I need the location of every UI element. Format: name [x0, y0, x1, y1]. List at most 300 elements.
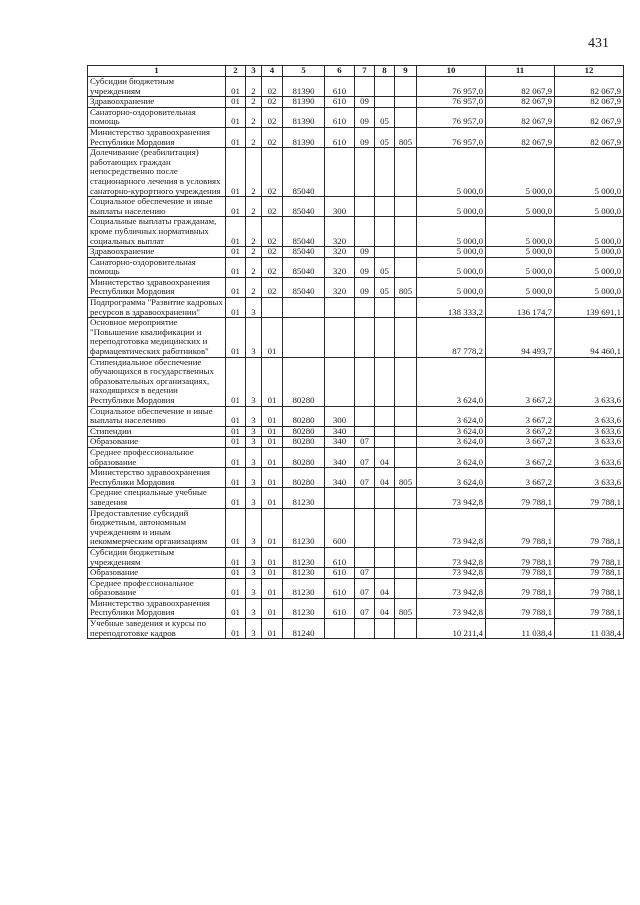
code-main-cell: 01 — [262, 508, 283, 547]
code-expense-type-cell — [325, 488, 355, 508]
item-name-cell: Стипендии — [88, 426, 226, 437]
amount-year-3-cell: 94 460,1 — [555, 318, 624, 357]
code-direction-cell: 80280 — [283, 357, 325, 406]
code-main-cell: 01 — [262, 488, 283, 508]
code-subsection-cell — [375, 619, 395, 639]
item-name-cell: Министерство здравоохранения Республики Мордовия — [88, 277, 226, 297]
code-expense-type-cell: 610 — [325, 547, 355, 567]
amount-year-3-cell: 79 788,1 — [555, 508, 624, 547]
code-sub-cell: 3 — [246, 298, 262, 318]
code-sub-cell: 3 — [246, 508, 262, 547]
code-sub-cell: 2 — [246, 197, 262, 217]
code-sub-cell: 3 — [246, 406, 262, 426]
amount-year-2-cell: 79 788,1 — [486, 598, 555, 618]
code-subsection-cell — [375, 357, 395, 406]
amount-year-1-cell: 5 000,0 — [417, 217, 486, 247]
code-expense-type-cell: 600 — [325, 508, 355, 547]
code-main-cell: 01 — [262, 568, 283, 579]
code-subsection-cell — [375, 488, 395, 508]
item-name-cell: Министерство здравоохранения Республики Мордовия — [88, 468, 226, 488]
code-direction-cell: 81390 — [283, 127, 325, 147]
amount-year-1-cell: 3 624,0 — [417, 426, 486, 437]
table-row — [88, 217, 624, 247]
code-sub-cell: 3 — [246, 468, 262, 488]
code-subsection-cell — [375, 77, 395, 97]
code-ministry-cell — [395, 107, 417, 127]
table-row — [88, 277, 624, 297]
code-gp-cell: 01 — [226, 406, 246, 426]
item-name-cell: Стипендиальное обеспечение обучающихся в государственных образовательных организациях, находящихся в ведении Республики Мордовия — [88, 357, 226, 406]
code-gp-cell: 01 — [226, 97, 246, 108]
amount-year-3-cell: 5 000,0 — [555, 277, 624, 297]
table-row — [88, 298, 624, 318]
code-direction-cell: 81230 — [283, 488, 325, 508]
column-header: 1 — [88, 66, 226, 77]
code-gp-cell: 01 — [226, 357, 246, 406]
code-ministry-cell — [395, 217, 417, 247]
amount-year-1-cell: 5 000,0 — [417, 277, 486, 297]
amount-year-3-cell: 82 067,9 — [555, 107, 624, 127]
amount-year-3-cell: 3 633,6 — [555, 468, 624, 488]
code-expense-type-cell: 320 — [325, 277, 355, 297]
code-ministry-cell — [395, 508, 417, 547]
code-gp-cell: 01 — [226, 426, 246, 437]
code-sub-cell: 2 — [246, 97, 262, 108]
column-header: 6 — [325, 66, 355, 77]
code-direction-cell: 80280 — [283, 426, 325, 437]
table-row — [88, 447, 624, 467]
code-section-cell — [355, 197, 375, 217]
amount-year-1-cell: 3 624,0 — [417, 437, 486, 448]
table-row — [88, 77, 624, 97]
code-sub-cell: 3 — [246, 488, 262, 508]
code-main-cell: 01 — [262, 406, 283, 426]
code-sub-cell: 3 — [246, 547, 262, 567]
code-sub-cell: 2 — [246, 127, 262, 147]
amount-year-2-cell: 5 000,0 — [486, 257, 555, 277]
code-ministry-cell — [395, 298, 417, 318]
amount-year-3-cell: 3 633,6 — [555, 426, 624, 437]
amount-year-1-cell: 76 957,0 — [417, 97, 486, 108]
table-body — [88, 77, 624, 639]
code-gp-cell: 01 — [226, 247, 246, 258]
code-gp-cell: 01 — [226, 578, 246, 598]
amount-year-3-cell: 3 633,6 — [555, 447, 624, 467]
code-sub-cell: 2 — [246, 217, 262, 247]
amount-year-2-cell: 5 000,0 — [486, 197, 555, 217]
table-row — [88, 357, 624, 406]
code-gp-cell: 01 — [226, 547, 246, 567]
code-gp-cell: 01 — [226, 197, 246, 217]
code-expense-type-cell — [325, 148, 355, 197]
code-section-cell: 09 — [355, 277, 375, 297]
amount-year-1-cell: 5 000,0 — [417, 257, 486, 277]
amount-year-3-cell: 82 067,9 — [555, 127, 624, 147]
amount-year-2-cell: 79 788,1 — [486, 508, 555, 547]
code-direction-cell: 85040 — [283, 257, 325, 277]
amount-year-1-cell: 73 942,8 — [417, 578, 486, 598]
code-main-cell: 01 — [262, 437, 283, 448]
code-main-cell: 01 — [262, 598, 283, 618]
code-subsection-cell: 04 — [375, 447, 395, 467]
item-name-cell: Среднее профессиональное образование — [88, 447, 226, 467]
table-row — [88, 598, 624, 618]
code-expense-type-cell — [325, 298, 355, 318]
code-gp-cell: 01 — [226, 127, 246, 147]
amount-year-3-cell: 139 691,1 — [555, 298, 624, 318]
code-section-cell: 07 — [355, 568, 375, 579]
code-main-cell: 02 — [262, 97, 283, 108]
code-sub-cell: 2 — [246, 77, 262, 97]
code-ministry-cell — [395, 426, 417, 437]
table-row — [88, 247, 624, 258]
amount-year-3-cell: 5 000,0 — [555, 148, 624, 197]
table-row — [88, 257, 624, 277]
code-gp-cell: 01 — [226, 619, 246, 639]
table-row — [88, 197, 624, 217]
item-name-cell: Субсидии бюджетным учреждениям — [88, 547, 226, 567]
table-row — [88, 426, 624, 437]
amount-year-2-cell: 136 174,7 — [486, 298, 555, 318]
code-gp-cell: 01 — [226, 568, 246, 579]
column-header: 12 — [555, 66, 624, 77]
column-header: 11 — [486, 66, 555, 77]
code-gp-cell: 01 — [226, 257, 246, 277]
item-name-cell: Социальное обеспечение и иные выплаты населению — [88, 197, 226, 217]
code-direction-cell: 80280 — [283, 437, 325, 448]
code-section-cell: 07 — [355, 437, 375, 448]
amount-year-2-cell: 94 493,7 — [486, 318, 555, 357]
code-expense-type-cell: 610 — [325, 77, 355, 97]
column-header: 4 — [262, 66, 283, 77]
column-header: 5 — [283, 66, 325, 77]
code-expense-type-cell: 300 — [325, 406, 355, 426]
code-subsection-cell — [375, 426, 395, 437]
amount-year-3-cell: 5 000,0 — [555, 257, 624, 277]
amount-year-3-cell: 79 788,1 — [555, 488, 624, 508]
code-expense-type-cell: 300 — [325, 197, 355, 217]
code-sub-cell: 3 — [246, 437, 262, 448]
table-row — [88, 619, 624, 639]
code-ministry-cell — [395, 447, 417, 467]
amount-year-1-cell: 76 957,0 — [417, 127, 486, 147]
amount-year-3-cell: 82 067,9 — [555, 77, 624, 97]
amount-year-2-cell: 82 067,9 — [486, 107, 555, 127]
amount-year-1-cell: 138 333,2 — [417, 298, 486, 318]
code-subsection-cell: 04 — [375, 468, 395, 488]
item-name-cell: Социальные выплаты гражданам, кроме публичных нормативных социальных выплат — [88, 217, 226, 247]
code-section-cell: 07 — [355, 468, 375, 488]
code-direction-cell: 81390 — [283, 97, 325, 108]
code-sub-cell: 2 — [246, 257, 262, 277]
code-ministry-cell — [395, 488, 417, 508]
code-subsection-cell — [375, 437, 395, 448]
code-subsection-cell: 04 — [375, 578, 395, 598]
code-section-cell: 09 — [355, 107, 375, 127]
code-sub-cell: 3 — [246, 598, 262, 618]
code-main-cell: 02 — [262, 77, 283, 97]
item-name-cell: Основное мероприятие "Повышение квалификации и переподготовка медицинских и фармацевтических работников" — [88, 318, 226, 357]
item-name-cell: Субсидии бюджетным учреждениям — [88, 77, 226, 97]
code-main-cell: 01 — [262, 447, 283, 467]
amount-year-3-cell: 79 788,1 — [555, 598, 624, 618]
code-sub-cell: 3 — [246, 578, 262, 598]
code-sub-cell: 3 — [246, 447, 262, 467]
column-header: 7 — [355, 66, 375, 77]
amount-year-1-cell: 73 942,8 — [417, 508, 486, 547]
code-main-cell: 02 — [262, 257, 283, 277]
amount-year-2-cell: 82 067,9 — [486, 77, 555, 97]
code-gp-cell: 01 — [226, 447, 246, 467]
budget-table — [87, 65, 624, 639]
table-row — [88, 127, 624, 147]
code-subsection-cell — [375, 298, 395, 318]
code-expense-type-cell — [325, 619, 355, 639]
code-gp-cell: 01 — [226, 217, 246, 247]
amount-year-3-cell: 5 000,0 — [555, 197, 624, 217]
code-direction-cell: 81230 — [283, 578, 325, 598]
item-name-cell: Подпрограмма "Развитие кадровых ресурсов в здравоохранении" — [88, 298, 226, 318]
code-direction-cell — [283, 318, 325, 357]
item-name-cell: Социальное обеспечение и иные выплаты населению — [88, 406, 226, 426]
code-subsection-cell: 05 — [375, 107, 395, 127]
code-subsection-cell — [375, 97, 395, 108]
code-sub-cell: 3 — [246, 318, 262, 357]
amount-year-3-cell: 3 633,6 — [555, 357, 624, 406]
amount-year-1-cell: 5 000,0 — [417, 148, 486, 197]
amount-year-1-cell: 73 942,8 — [417, 568, 486, 579]
amount-year-2-cell: 5 000,0 — [486, 217, 555, 247]
code-section-cell — [355, 508, 375, 547]
amount-year-2-cell: 79 788,1 — [486, 488, 555, 508]
code-subsection-cell — [375, 508, 395, 547]
code-direction-cell: 81390 — [283, 77, 325, 97]
code-direction-cell: 85040 — [283, 148, 325, 197]
code-direction-cell: 80280 — [283, 468, 325, 488]
code-sub-cell: 2 — [246, 247, 262, 258]
amount-year-1-cell: 10 211,4 — [417, 619, 486, 639]
code-subsection-cell — [375, 197, 395, 217]
header-row — [88, 66, 624, 77]
table-row — [88, 437, 624, 448]
amount-year-3-cell: 3 633,6 — [555, 406, 624, 426]
code-ministry-cell: 805 — [395, 277, 417, 297]
amount-year-2-cell: 82 067,9 — [486, 127, 555, 147]
code-main-cell: 02 — [262, 107, 283, 127]
code-direction-cell: 81390 — [283, 107, 325, 127]
amount-year-2-cell: 82 067,9 — [486, 97, 555, 108]
amount-year-1-cell: 3 624,0 — [417, 406, 486, 426]
code-subsection-cell — [375, 148, 395, 197]
code-ministry-cell — [395, 619, 417, 639]
code-sub-cell: 2 — [246, 107, 262, 127]
code-section-cell — [355, 77, 375, 97]
item-name-cell: Учебные заведения и курсы по переподготовке кадров — [88, 619, 226, 639]
code-ministry-cell — [395, 197, 417, 217]
column-header: 10 — [417, 66, 486, 77]
code-expense-type-cell: 610 — [325, 97, 355, 108]
code-expense-type-cell: 340 — [325, 468, 355, 488]
code-gp-cell: 01 — [226, 107, 246, 127]
code-ministry-cell — [395, 568, 417, 579]
code-section-cell: 09 — [355, 127, 375, 147]
table-row — [88, 547, 624, 567]
code-direction-cell: 81230 — [283, 568, 325, 579]
code-direction-cell: 85040 — [283, 217, 325, 247]
code-main-cell: 02 — [262, 148, 283, 197]
amount-year-1-cell: 73 942,8 — [417, 488, 486, 508]
table-row — [88, 568, 624, 579]
code-section-cell — [355, 426, 375, 437]
amount-year-2-cell: 3 667,2 — [486, 437, 555, 448]
amount-year-2-cell: 11 038,4 — [486, 619, 555, 639]
code-expense-type-cell: 340 — [325, 437, 355, 448]
code-section-cell — [355, 148, 375, 197]
code-expense-type-cell — [325, 318, 355, 357]
code-main-cell: 01 — [262, 619, 283, 639]
code-section-cell — [355, 298, 375, 318]
code-section-cell: 07 — [355, 578, 375, 598]
code-section-cell: 07 — [355, 598, 375, 618]
code-sub-cell: 3 — [246, 357, 262, 406]
code-sub-cell: 2 — [246, 277, 262, 297]
code-direction-cell: 80280 — [283, 447, 325, 467]
amount-year-2-cell: 79 788,1 — [486, 547, 555, 567]
code-subsection-cell — [375, 547, 395, 567]
amount-year-1-cell: 3 624,0 — [417, 468, 486, 488]
code-direction-cell: 85040 — [283, 197, 325, 217]
table-row — [88, 578, 624, 598]
code-section-cell: 09 — [355, 247, 375, 258]
code-direction-cell: 85040 — [283, 277, 325, 297]
code-direction-cell: 81240 — [283, 619, 325, 639]
code-direction-cell: 81230 — [283, 547, 325, 567]
amount-year-2-cell: 5 000,0 — [486, 148, 555, 197]
amount-year-2-cell: 5 000,0 — [486, 277, 555, 297]
amount-year-3-cell: 11 038,4 — [555, 619, 624, 639]
code-ministry-cell — [395, 406, 417, 426]
item-name-cell: Образование — [88, 568, 226, 579]
item-name-cell: Образование — [88, 437, 226, 448]
amount-year-2-cell: 3 667,2 — [486, 468, 555, 488]
code-subsection-cell: 05 — [375, 127, 395, 147]
amount-year-1-cell: 3 624,0 — [417, 447, 486, 467]
code-expense-type-cell: 320 — [325, 217, 355, 247]
code-expense-type-cell — [325, 357, 355, 406]
code-expense-type-cell: 610 — [325, 578, 355, 598]
code-gp-cell: 01 — [226, 488, 246, 508]
code-subsection-cell — [375, 406, 395, 426]
code-gp-cell: 01 — [226, 277, 246, 297]
amount-year-1-cell: 87 778,2 — [417, 318, 486, 357]
code-subsection-cell — [375, 318, 395, 357]
code-gp-cell: 01 — [226, 148, 246, 197]
code-ministry-cell — [395, 578, 417, 598]
amount-year-2-cell: 5 000,0 — [486, 247, 555, 258]
code-subsection-cell — [375, 568, 395, 579]
code-sub-cell: 3 — [246, 619, 262, 639]
code-direction-cell: 80280 — [283, 406, 325, 426]
amount-year-2-cell: 79 788,1 — [486, 578, 555, 598]
code-subsection-cell: 04 — [375, 598, 395, 618]
code-subsection-cell — [375, 247, 395, 258]
code-section-cell — [355, 619, 375, 639]
amount-year-2-cell: 3 667,2 — [486, 447, 555, 467]
code-direction-cell: 81230 — [283, 508, 325, 547]
code-expense-type-cell: 610 — [325, 598, 355, 618]
item-name-cell: Санаторно-оздоровительная помощь — [88, 107, 226, 127]
page-number: 431 — [588, 36, 609, 51]
code-section-cell — [355, 406, 375, 426]
code-gp-cell: 01 — [226, 298, 246, 318]
amount-year-3-cell: 82 067,9 — [555, 97, 624, 108]
code-main-cell: 01 — [262, 318, 283, 357]
column-header: 3 — [246, 66, 262, 77]
table-row — [88, 488, 624, 508]
code-main-cell: 02 — [262, 127, 283, 147]
code-ministry-cell — [395, 257, 417, 277]
item-name-cell: Министерство здравоохранения Республики Мордовия — [88, 127, 226, 147]
code-main-cell: 02 — [262, 247, 283, 258]
code-section-cell — [355, 547, 375, 567]
code-main-cell — [262, 298, 283, 318]
amount-year-1-cell: 76 957,0 — [417, 77, 486, 97]
code-section-cell — [355, 318, 375, 357]
item-name-cell: Средние специальные учебные заведения — [88, 488, 226, 508]
amount-year-1-cell: 5 000,0 — [417, 197, 486, 217]
amount-year-3-cell: 79 788,1 — [555, 547, 624, 567]
code-main-cell: 01 — [262, 426, 283, 437]
code-expense-type-cell: 340 — [325, 447, 355, 467]
code-expense-type-cell: 320 — [325, 257, 355, 277]
code-ministry-cell — [395, 437, 417, 448]
code-gp-cell: 01 — [226, 437, 246, 448]
table-row — [88, 406, 624, 426]
code-direction-cell — [283, 298, 325, 318]
code-section-cell: 09 — [355, 257, 375, 277]
code-direction-cell: 85040 — [283, 247, 325, 258]
table-row — [88, 97, 624, 108]
code-main-cell: 01 — [262, 547, 283, 567]
code-main-cell: 02 — [262, 197, 283, 217]
code-ministry-cell — [395, 97, 417, 108]
code-gp-cell: 01 — [226, 508, 246, 547]
amount-year-3-cell: 79 788,1 — [555, 578, 624, 598]
code-direction-cell: 81230 — [283, 598, 325, 618]
code-ministry-cell: 805 — [395, 598, 417, 618]
code-sub-cell: 2 — [246, 148, 262, 197]
code-gp-cell: 01 — [226, 77, 246, 97]
code-subsection-cell: 05 — [375, 277, 395, 297]
column-header: 9 — [395, 66, 417, 77]
code-section-cell: 09 — [355, 97, 375, 108]
amount-year-3-cell: 79 788,1 — [555, 568, 624, 579]
code-sub-cell: 3 — [246, 568, 262, 579]
code-ministry-cell — [395, 357, 417, 406]
code-expense-type-cell: 610 — [325, 107, 355, 127]
item-name-cell: Предоставление субсидий бюджетным, автономным учреждениям и иным некоммерческим организациям — [88, 508, 226, 547]
code-ministry-cell: 805 — [395, 127, 417, 147]
amount-year-3-cell: 3 633,6 — [555, 437, 624, 448]
code-main-cell: 01 — [262, 578, 283, 598]
item-name-cell: Долечивание (реабилитация) работающих граждан непосредственно после стационарного лечения в условиях санаторно-курортного учреждения — [88, 148, 226, 197]
amount-year-2-cell: 3 667,2 — [486, 406, 555, 426]
code-ministry-cell — [395, 247, 417, 258]
code-main-cell: 01 — [262, 357, 283, 406]
amount-year-3-cell: 5 000,0 — [555, 247, 624, 258]
code-main-cell: 01 — [262, 468, 283, 488]
amount-year-3-cell: 5 000,0 — [555, 217, 624, 247]
